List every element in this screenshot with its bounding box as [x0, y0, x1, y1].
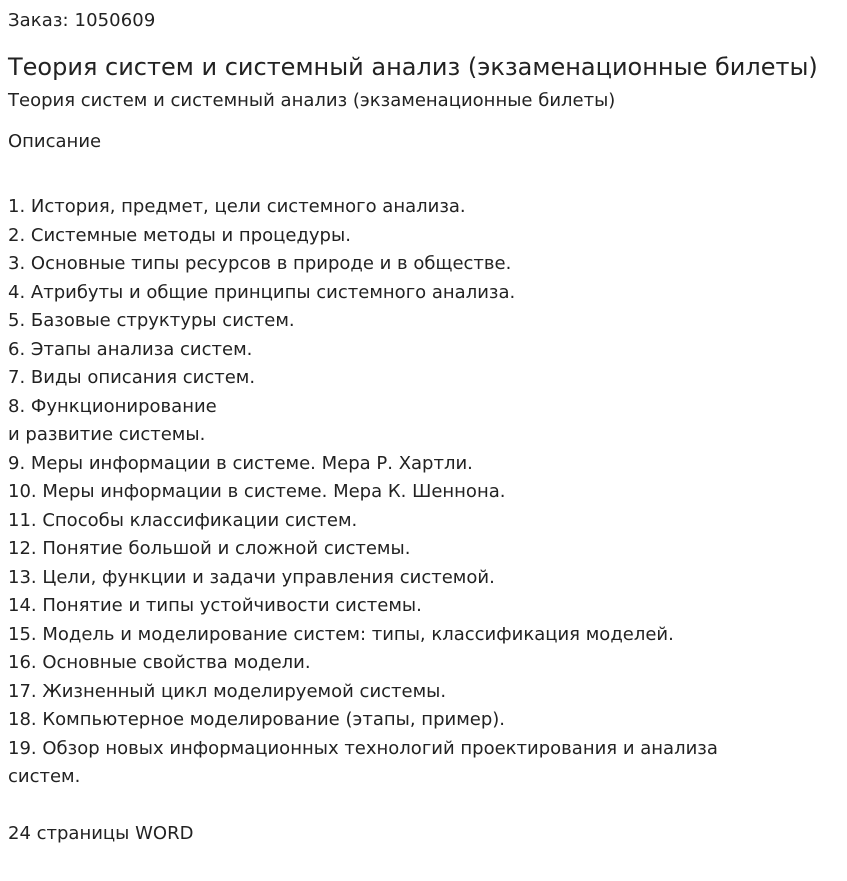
page-subtitle: Теория систем и системный анализ (экзаменационные билеты) [8, 90, 616, 111]
list-item: 3. Основные типы ресурсов в природе и в обществе. [8, 253, 512, 274]
list-item: 18. Компьютерное моделирование (этапы, пример). [8, 709, 506, 730]
list-item: 5. Базовые структуры систем. [8, 310, 295, 331]
list-item: и развитие системы. [8, 424, 206, 445]
list-item: 2. Системные методы и процедуры. [8, 224, 351, 246]
list-item: 7. Виды описания систем. [8, 367, 256, 388]
list-item: 6. Этапы анализа систем. [8, 338, 253, 360]
list-item: 1. История, предмет, цели системного анализа. [8, 196, 466, 217]
exam-questions-list [8, 193, 839, 792]
list-item: 13. Цели, функции и задачи управления системой. [8, 566, 495, 588]
page-title: Теория систем и системный анализ (экзаменационные билеты) [8, 53, 818, 81]
list-item: 14. Понятие и типы устойчивости системы. [8, 595, 422, 616]
list-item: систем. [8, 766, 81, 787]
list-item: 19. Обзор новых информационных технологий проектирования и анализа [8, 737, 718, 759]
list-item: 11. Способы классификации систем. [8, 509, 358, 531]
list-item: 4. Атрибуты и общие принципы системного анализа. [8, 281, 516, 303]
list-item: 16. Основные свойства модели. [8, 652, 311, 673]
description-heading: Описание [8, 131, 102, 152]
list-item: 10. Меры информации в системе. Мера К. Шеннона. [8, 481, 506, 502]
page-count-note: 24 страницы WORD [8, 823, 194, 844]
list-item: 17. Жизненный цикл моделируемой системы. [8, 680, 447, 702]
list-item: 9. Меры информации в системе. Мера Р. Хартли. [8, 452, 473, 474]
order-number: Заказ: 1050609 [8, 10, 156, 31]
list-item: 8. Функционирование [8, 395, 217, 417]
list-item: 15. Модель и моделирование систем: типы, классификация моделей. [8, 623, 674, 645]
list-item: 12. Понятие большой и сложной системы. [8, 538, 411, 559]
